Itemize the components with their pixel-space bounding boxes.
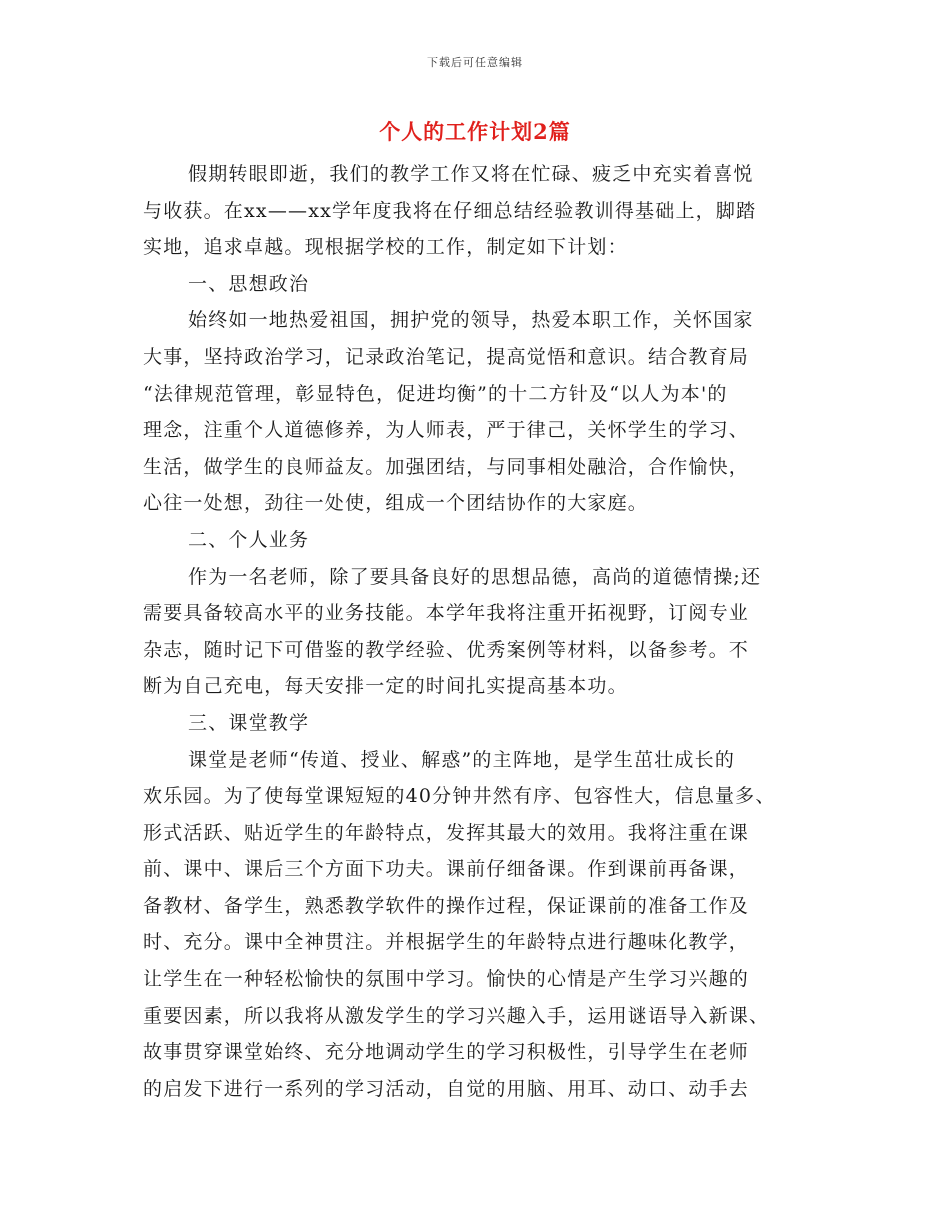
text-line: 故事贯穿课堂始终、充分地调动学生的学习积极性，引导学生在老师 <box>143 1041 750 1064</box>
text-line: 前、课中、课后三个方面下功夫。课前仔细备课。作到课前再备课， <box>143 858 750 881</box>
text-line: 实地，追求卓越。现根据学校的工作，制定如下计划： <box>143 236 628 259</box>
text-line: 重要因素，所以我将从激发学生的学习兴趣入手，运用谜语导入新课、 <box>143 1004 770 1027</box>
header-note: 下载后可任意编辑 <box>427 56 523 69</box>
text-line: 理念，注重个人道德修养，为人师表，严于律己，关怀学生的学习、 <box>143 419 750 442</box>
text-line: 时、充分。课中全神贯注。并根据学生的年龄特点进行趣味化教学， <box>143 931 750 954</box>
text-line: 杂志，随时记下可借鉴的教学经验、优秀案例等材料，以备参考。不 <box>143 638 750 661</box>
text-line: 的启发下进行一系列的学习活动，自觉的用脑、用耳、动口、动手去 <box>143 1077 750 1100</box>
text-line: 备教材、备学生，熟悉教学软件的操作过程，保证课前的准备工作及 <box>143 894 750 917</box>
text-line: 三、课堂教学 <box>188 711 310 734</box>
text-line: “法律规范管理，彰显特色，促进均衡”的十二方针及“以人为本'的 <box>143 382 728 405</box>
text-line: 课堂是老师“传道、授业、解惑”的主阵地，是学生茁壮成长的 <box>188 748 736 771</box>
text-line: 始终如一地热爱祖国，拥护党的领导，热爱本职工作，关怀国家 <box>188 309 754 332</box>
text-line: 心往一处想，劲往一处使，组成一个团结协作的大家庭。 <box>143 492 649 515</box>
text-line: 一、思想政治 <box>188 272 310 295</box>
document-body <box>143 156 815 1107</box>
text-line: 形式活跃、贴近学生的年龄特点，发挥其最大的效用。我将注重在课 <box>143 821 750 844</box>
text-line: 二、个人业务 <box>188 528 310 551</box>
text-line: 生活，做学生的良师益友。加强团结，与同事相处融洽，合作愉快， <box>143 455 750 478</box>
text-line: 与收获。在xx——xx学年度我将在仔细总结经验教训得基础上，脚踏 <box>143 199 757 222</box>
text-line: 需要具备较高水平的业务技能。本学年我将注重开拓视野，订阅专业 <box>143 602 750 625</box>
text-line: 欢乐园。为了使每堂课短短的40分钟井然有序、包容性大，信息量多、 <box>143 785 776 808</box>
text-line: 断为自己充电，每天安排一定的时间扎实提高基本功。 <box>143 675 628 698</box>
document-title: 个人的工作计划2篇 <box>379 119 571 144</box>
text-line: 假期转眼即逝，我们的教学工作又将在忙碌、疲乏中充实着喜悦 <box>188 163 754 185</box>
text-line: 作为一名老师，除了要具备良好的思想品德，高尚的道德情操;还 <box>188 565 762 588</box>
text-line: 大事，坚持政治学习，记录政治笔记，提高觉悟和意识。结合教育局 <box>143 345 750 368</box>
text-line: 让学生在一种轻松愉快的氛围中学习。愉快的心情是产生学习兴趣的 <box>143 968 750 991</box>
